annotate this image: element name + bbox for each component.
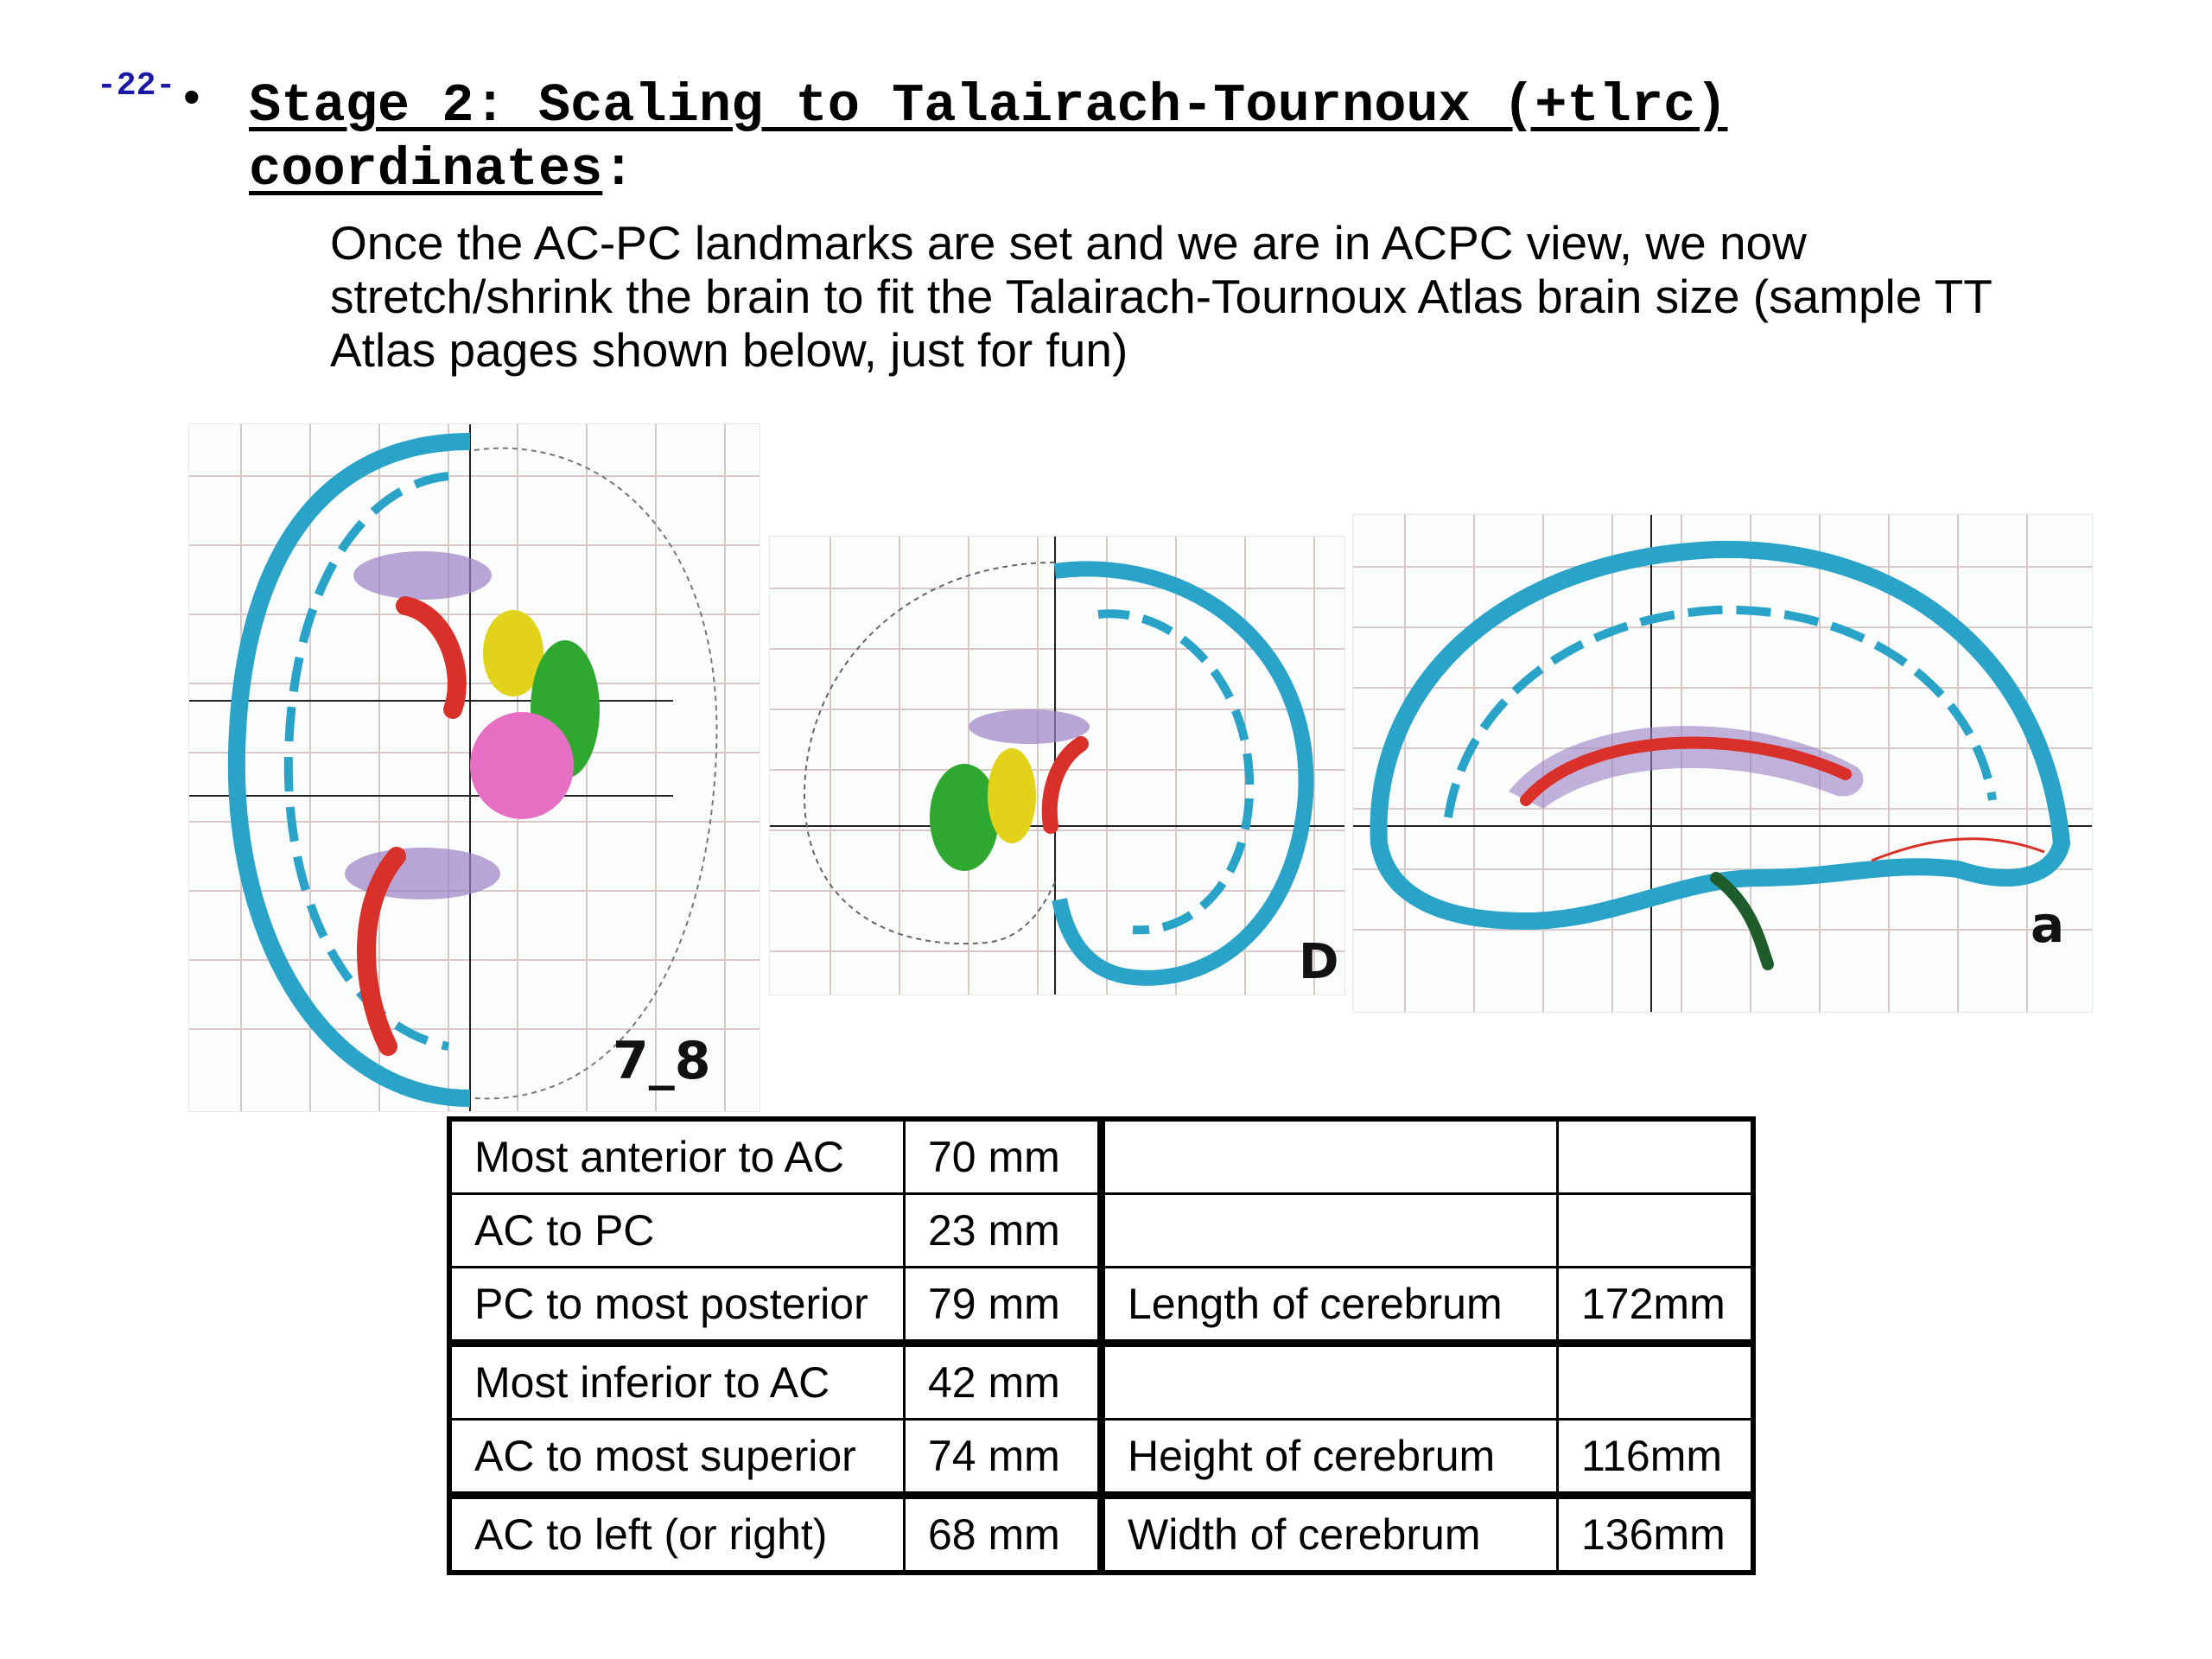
total-value <box>1558 1194 1754 1268</box>
measure-value: 79 mm <box>905 1268 1102 1344</box>
slide-number: -22- <box>97 67 176 105</box>
measurements-table <box>447 1116 1756 1575</box>
measure-label: PC to most posterior <box>449 1268 905 1344</box>
measure-value: 23 mm <box>905 1194 1102 1268</box>
total-value: 136mm <box>1558 1496 1754 1573</box>
axial-slice-drawing <box>189 424 760 1111</box>
atlas-page-sagittal <box>1352 514 2093 1013</box>
total-label: Length of cerebrum <box>1102 1268 1558 1344</box>
atlas-page-axial <box>188 423 760 1112</box>
total-value <box>1558 1344 1754 1420</box>
sagittal-page-label: a <box>2031 895 2065 954</box>
measure-label: Most anterior to AC <box>449 1119 905 1194</box>
total-label <box>1102 1119 1558 1194</box>
total-value: 172mm <box>1558 1268 1754 1344</box>
heading-bullet: • <box>183 69 200 124</box>
slide-heading <box>249 74 2063 202</box>
total-label: Width of cerebrum <box>1102 1496 1558 1573</box>
description-text: Once the AC-PC landmarks are set and we are in ACPC view, we now stretch/shrink the brain to fit the Talairach-Tournoux Atlas brain size (sample TT Atlas pages shown below, just for fun) <box>330 216 1992 377</box>
measure-value: 42 mm <box>905 1344 1102 1420</box>
table-row <box>449 1119 1753 1194</box>
axial-page-label: 7_8 <box>613 1031 711 1091</box>
table-row <box>449 1344 1753 1420</box>
total-value: 116mm <box>1558 1420 1754 1496</box>
total-label: Height of cerebrum <box>1102 1420 1558 1496</box>
sagittal-slice-drawing <box>1353 515 2092 1012</box>
measure-label: AC to most superior <box>449 1420 905 1496</box>
table-row <box>449 1194 1753 1268</box>
table-row <box>449 1420 1753 1496</box>
total-label <box>1102 1194 1558 1268</box>
measure-label: AC to PC <box>449 1194 905 1268</box>
heading-line1: Stage 2: Scaling to Talairach-Tournoux (+tlrc) <box>249 75 1728 137</box>
table-row <box>449 1496 1753 1573</box>
atlas-page-coronal <box>769 536 1345 995</box>
measure-value: 74 mm <box>905 1420 1102 1496</box>
coronal-slice-drawing <box>770 537 1344 995</box>
heading-line2: coordinates <box>249 139 603 200</box>
measure-label: AC to left (or right) <box>449 1496 905 1573</box>
measure-value: 68 mm <box>905 1496 1102 1573</box>
total-value <box>1558 1119 1754 1194</box>
table-row <box>449 1268 1753 1344</box>
total-label <box>1102 1344 1558 1420</box>
measure-value: 70 mm <box>905 1119 1102 1194</box>
heading-colon: : <box>602 139 635 200</box>
measure-label: Most inferior to AC <box>449 1344 905 1420</box>
coronal-page-label: D <box>1299 934 1339 990</box>
